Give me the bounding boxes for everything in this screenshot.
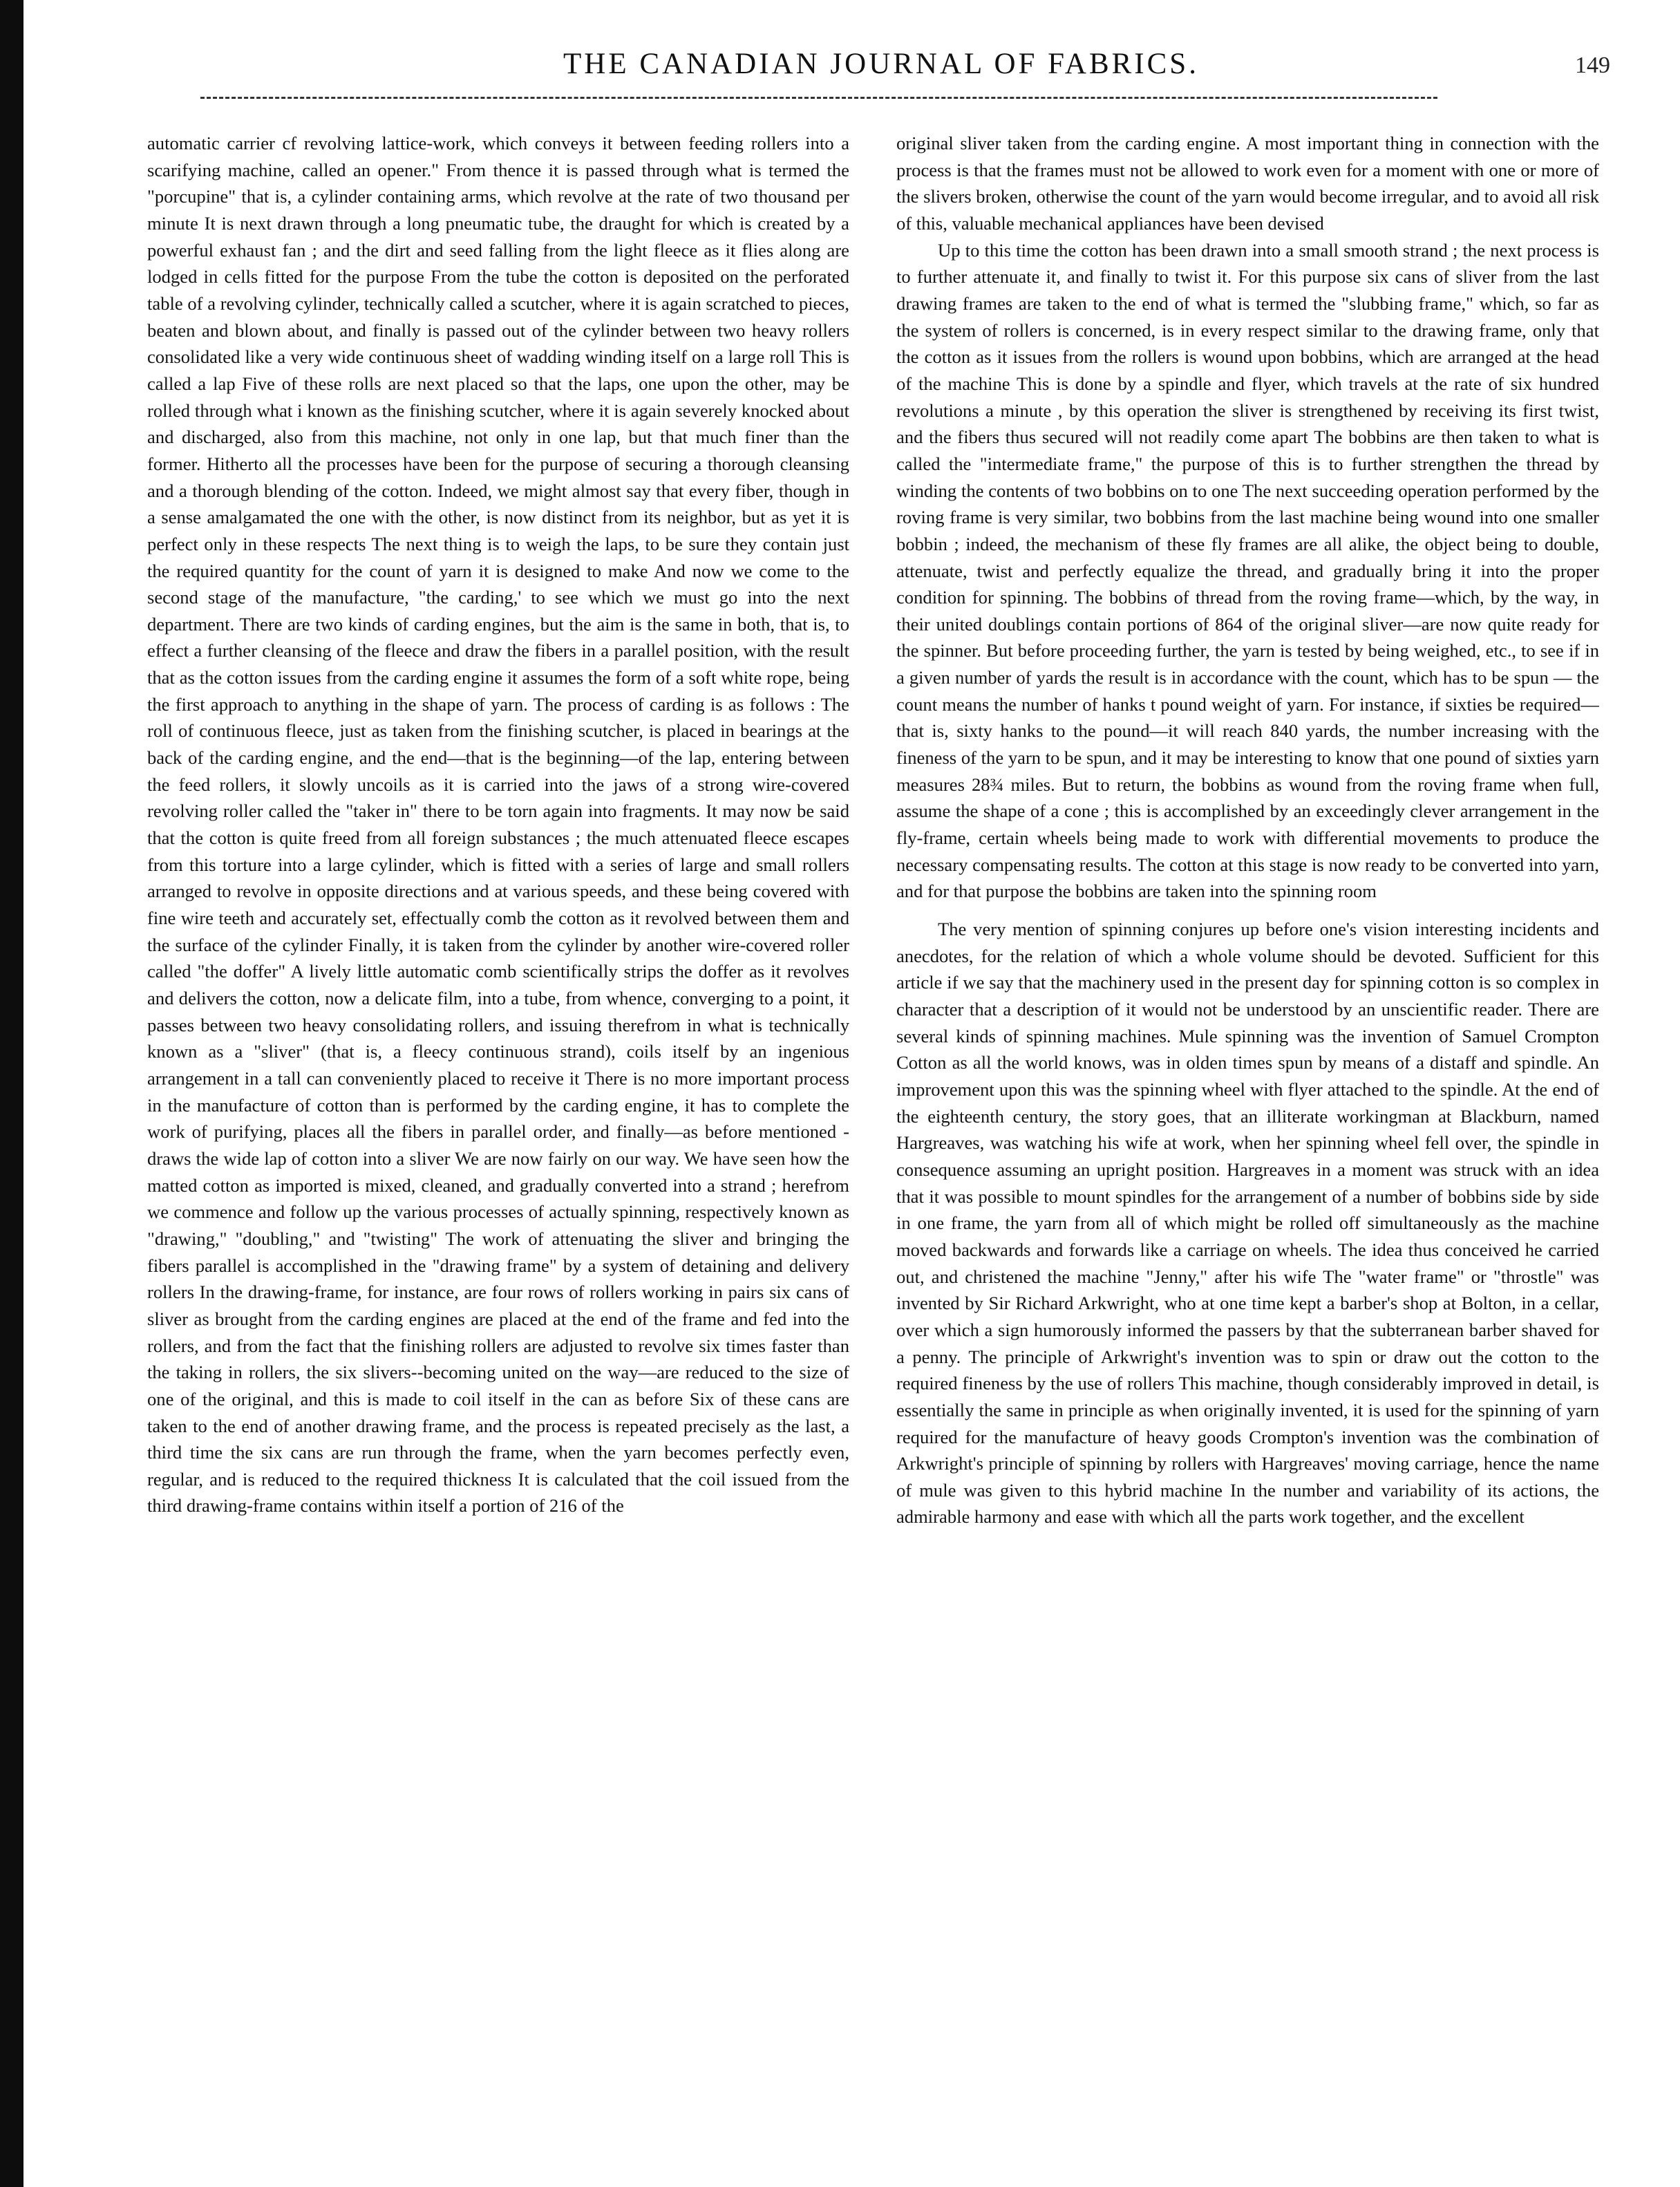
running-header: [138, 47, 1624, 95]
paragraph: automatic carrier cf revolving lattice-work, which conveys it between feeding rollers into a scarifying machine, called an opener." From thence it is passed through what is termed the "porcupine" that is, a cylinder containing arms, which revolve at the rate of two thousand per minute It is next drawn through a long pneumatic tube, the draught for which is created by a powerful exhaust fan ; and the dirt and seed falling from the light fleece as it flies along are lodged in cells fitted for the purpose From the tube the cotton is deposited on the perforated table of a revolving cylinder, technically called a scutcher, where it is again scratched to pieces, beaten and blown about, and finally is passed out of the cylinder between two heavy rollers consolidated like a very wide continuous sheet of wadding winding itself on a large roll This is called a lap Five of these rolls are next placed so that the laps, one upon the other, may be rolled through what i known as the finishing scutcher, where it is again severely knocked about and discharged, also from this machine, not only in one lap, but that much finer than the former. Hitherto all the processes have been for the purpose of securing a thorough cleansing and a thorough blending of the cotton. Indeed, we might almost say that every fiber, though in a sense amalgamated the one with the other, is now distinct from its neighbor, but as yet it is perfect only in these respects The next thing is to weigh the laps, to be sure they contain just the required quantity for the count of yarn it is designed to make And now we come to the second stage of the manufacture, "the carding,' to see which we must go into the next department. There are two kinds of carding engines, but the aim is the same in both, that is, to effect a further cleansing of the fleece and draw the fibers in a parallel position, with the result that as the cotton issues from the carding engine it assumes the form of a soft white rope, being the first approach to anything in the shape of yarn. The process of carding is as follows : The roll of continuous fleece, just as taken from the finishing scutcher, is placed in bearings at the back of the carding engine, and the end—that is the beginning—of the lap, entering between the feed rollers, it slowly uncoils as it is carried into the jaws of a strong wire-covered revolving roller called the "taker in" there to be torn again into fragments. It may now be said that the cotton is quite freed from all foreign substances ; the much attenuated fleece escapes from this torture into a large cylinder, which is fitted with a series of large and small rollers arranged to revolve in opposite directions and at various speeds, and these being covered with fine wire teeth and accurately set, effectually comb the cotton as it revolved between them and the surface of the cylinder Finally, it is taken from the cylinder by another wire-covered roller called "the doffer" A lively little automatic comb scientifically strips the doffer as it revolves and delivers the cotton, now a delicate film, into a tube, from whence, converging to a point, it passes between two heavy consolidating rollers, and issuing therefrom in what is technically known as a "sliver" (that is, a fleecy continuous strand), coils itself by an ingenious arrangement in a tall can conveniently placed to receive it There is no more important process in the manufacture of cotton than is performed by the carding engine, it has to complete the work of purifying, places all the fibers in parallel order, and finally—as before mentioned -draws the wide lap of cotton into a sliver We are now fairly on our way. We have seen how the matted cotton as imported is mixed, cleaned, and gradually converted into a strand ; herefrom we commence and follow up the various processes of actually spinning, respectively known as "drawing," "doubling," and "twisting" The work of attenuating the sliver and bringing the fibers parallel is accomplished in the "drawing frame" by a system of detaining and delivery rollers In the drawing-frame, for instance, are four rows of rollers working in pairs six cans of sliver as brought from the carding engines are placed at the end of the frame and fed into the rollers, and from the fact that the finishing rollers are adjusted to revolve six times faster than the taking in rollers, the six slivers--becoming united on the way—are reduced to the size of one of the original, and this is made to coil itself in the can as before Six of these cans are taken to the end of another drawing frame, and the process is repeated precisely as the last, a third time the six cans are run through the frame, when the yarn becomes perfectly even, regular, and is reduced to the required thickness It is calculated that the coil issued from the third drawing-frame contains within itself a portion of 216 of the: [147, 133, 849, 1517]
left-column: [147, 130, 849, 2148]
paragraph: The very mention of spinning conjures up before one's vision interesting incidents and anecdotes, for the relation of which a whole volume should be devoted. Sufficient for this article if we say that the machinery used in the present day for spinning cotton is so complex in character that a description of it would not be understood by an unscientific reader. There are several kinds of spinning machines. Mule spinning was the invention of Samuel Crompton Cotton as all the world knows, was in olden times spun by means of a distaff and spindle. An improvement upon this was the spinning wheel with flyer attached to the spindle. At the end of the eighteenth century, the story goes, that an illiterate workingman at Blackburn, named Hargreaves, was watching his wife at work, when her spinning wheel fell over, the spindle in consequence assuming an upright position. Hargreaves in a moment was struck with an idea that it was possible to mount spindles for the arrangement of a number of bobbins side by side in one frame, the yarn from all of which might be rolled off simultaneously as the machine moved backwards and forwards like a carriage on wheels. The idea thus conceived he carried out, and christened the machine "Jenny," after his wife The "water frame" or "throstle" was invented by Sir Richard Arkwright, who at one time kept a barber's shop at Bolton, in a cellar, over which a sign humorously informed the passers by that the subterranean barber shaved for a penny. The principle of Arkwright's invention was to spin or draw out the cotton to the required fineness by the use of rollers This machine, though considerably improved in detail, is essentially the same in principle as when originally invented, it is used for the spinning of yarn required for the manufacture of heavy goods Crompton's invention was the combination of Arkwright's principle of spinning by rollers with Hargreaves' moving carriage, hence the name of mule was given to this hybrid machine In the number and variability of its actions, the admirable harmony and ease with which all the parts work together, and the excellent: [896, 919, 1599, 1528]
journal-title: THE CANADIAN JOURNAL OF FABRICS.: [563, 48, 1199, 80]
page-number: 149: [1575, 53, 1610, 78]
paragraph: original sliver taken from the carding engine. A most important thing in connection with the process is that the frames must not be allowed to work even for a moment with one or more of the slivers broken, otherwise the count of the yarn would become irregular, and to avoid all risk of this, valuable mechanical appliances have been devised: [896, 133, 1599, 234]
left-margin-rule: [0, 0, 23, 2187]
paragraph: Up to this time the cotton has been drawn into a small smooth strand ; the next process is to further attenuate it, and finally to twist it. For this purpose six cans of sliver from the last drawing frames are taken to the end of what is termed the "slubbing frame," which, so far as the system of rollers is concerned, is in every respect similar to the drawing frame, only that the cotton as it issues from the rollers is wound upon bobbins, which are arranged at the head of the machine This is done by a spindle and flyer, which travels at the rate of six hundred revolutions a minute , by this operation the sliver is strengthened by receiving its first twist, and the fibers thus secured will not readily come apart The bobbins are then taken to what is called the "intermediate frame," the purpose of this is to further strengthen the thread by winding the contents of two bobbins on to one The next succeeding operation performed by the roving frame is very similar, two bobbins from the last machine being wound into one smaller bobbin ; indeed, the mechanism of these fly frames are all alike, the object being to double, attenuate, twist and perfectly equalize the thread, and gradually bring it into the proper condition for spinning. The bobbins of thread from the roving frame—which, by the way, in their united doublings contain portions of 864 of the original sliver—are now quite ready for the spinner. But before proceeding further, the yarn is tested by being weighed, etc., to see if in a given number of yards the result is in accordance with the count, which has to be spun — the count means the number of hanks t pound weight of yarn. For instance, if sixties be required—that is, sixty hanks to the pound—it will reach 840 yards, the number increasing with the fineness of the yarn to be spun, and it may be interesting to know that one pound of sixties yarn measures 28¾ miles. But to return, the bobbins as wound from the roving frame when full, assume the shape of a cone ; this is accomplished by an exceedingly clever arrangement in the fly-frame, certain wheels being made to work with differential movements to produce the necessary compensating results. The cotton at this stage is now ready to be converted into yarn, and for that purpose the bobbins are taken into the spinning room: [896, 239, 1599, 902]
right-column: [896, 130, 1599, 2148]
header-rule: [200, 97, 1437, 99]
